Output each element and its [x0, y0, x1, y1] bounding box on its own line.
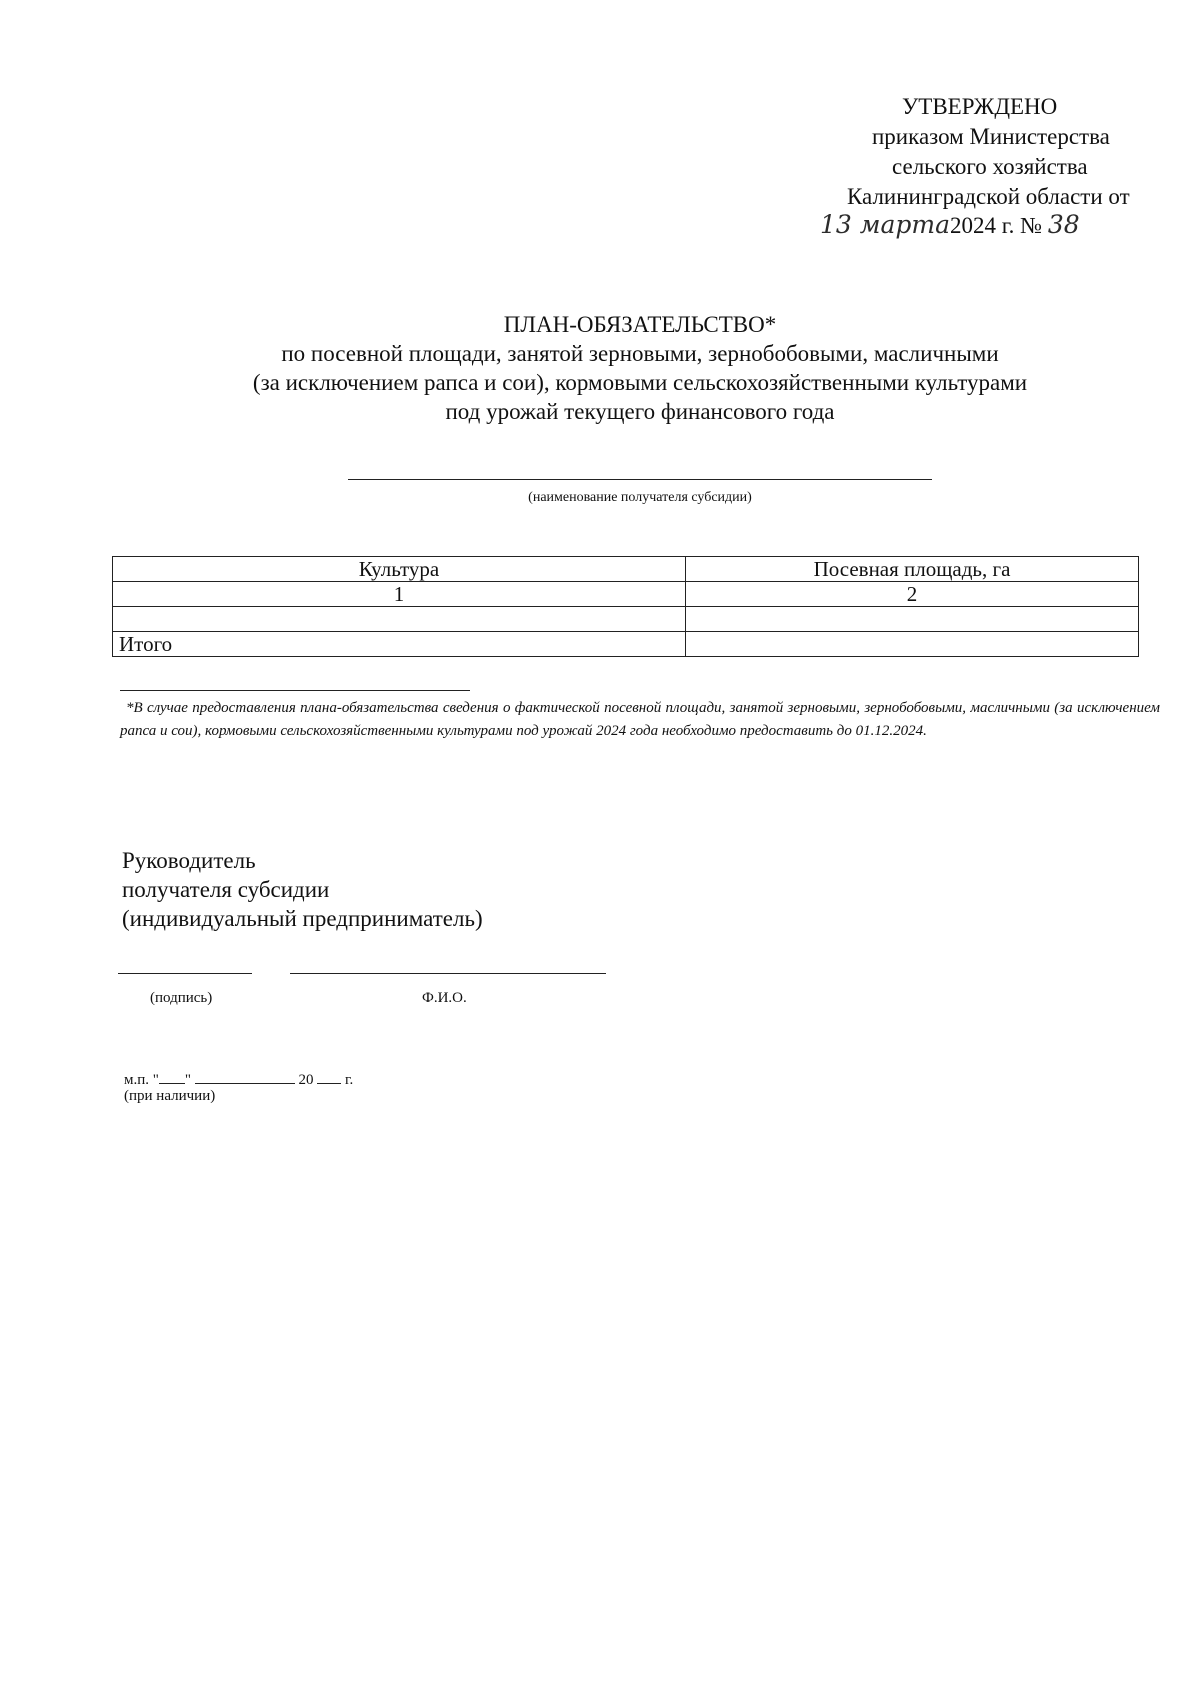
signature-line[interactable]: [118, 973, 252, 974]
approval-date-line: [820, 210, 1080, 241]
recipient-name-line[interactable]: [348, 479, 932, 480]
year-blank[interactable]: [317, 1069, 341, 1084]
approval-year-text: 2024 г. №: [950, 213, 1043, 238]
title-line-1: по посевной площади, занятой зерновыми, зернобобовыми, масличными: [281, 341, 999, 366]
crops-table: [112, 556, 1139, 657]
head-of-recipient: [122, 846, 483, 933]
day-blank[interactable]: [159, 1069, 185, 1084]
footnote-text: *В случае предоставления плана-обязательства сведения о фактической посевной площади, занятой зерновыми, зернобобовыми, масличными (за исключением рапса и сои), кормовыми сельскохозяйственными культурами под урожай 2024 года необходимо предоставить до 01.12.2024.: [120, 700, 1160, 739]
month-blank[interactable]: [195, 1069, 295, 1084]
title-line-2: (за исключением рапса и сои), кормовыми сельскохозяйственными культурами: [252, 370, 1028, 395]
recipient-caption: (наименование получателя субсидии): [528, 490, 752, 505]
table-row: [113, 607, 1139, 632]
role-line-1: Руководитель: [122, 848, 256, 873]
handwritten-date: 13 марта: [820, 210, 951, 239]
stamp-year: 20: [298, 1072, 314, 1088]
footnote-divider: [120, 690, 470, 691]
stamp-date-line: [124, 1069, 353, 1089]
fio-line[interactable]: [290, 973, 606, 974]
title-line-3: под урожай текущего финансового года: [445, 399, 835, 424]
column-number-1: 1: [113, 582, 686, 607]
header-culture: Культура: [113, 557, 686, 582]
approval-line-3: Калининградской области от: [847, 184, 1130, 209]
title-heading: ПЛАН-ОБЯЗАТЕЛЬСТВО*: [503, 312, 777, 337]
table-number-row: [113, 582, 1139, 607]
stamp-prefix: м.п. ": [124, 1072, 159, 1088]
total-label: Итого: [113, 632, 686, 657]
role-line-3: (индивидуальный предприниматель): [122, 906, 483, 931]
stamp-quote-close: ": [184, 1072, 192, 1088]
document-title: [200, 310, 1080, 426]
total-area-cell[interactable]: [686, 632, 1139, 657]
header-area: Посевная площадь, га: [686, 557, 1139, 582]
table-total-row: [113, 632, 1139, 657]
approval-line-1: приказом Министерства: [872, 124, 1110, 149]
handwritten-number: 38: [1047, 210, 1080, 239]
culture-cell[interactable]: [113, 607, 686, 632]
column-number-2: 2: [686, 582, 1139, 607]
table-header-row: [113, 557, 1139, 582]
footnote: [120, 697, 1160, 743]
role-line-2: получателя субсидии: [122, 877, 330, 902]
area-cell[interactable]: [686, 607, 1139, 632]
fio-caption: Ф.И.О.: [422, 990, 467, 1006]
stamp-suffix: г.: [345, 1072, 354, 1088]
approval-line-2: сельского хозяйства: [892, 154, 1088, 179]
stamp-note: (при наличии): [124, 1088, 216, 1104]
signature-caption: (подпись): [150, 990, 213, 1006]
approval-heading: УТВЕРЖДЕНО: [902, 94, 1058, 119]
